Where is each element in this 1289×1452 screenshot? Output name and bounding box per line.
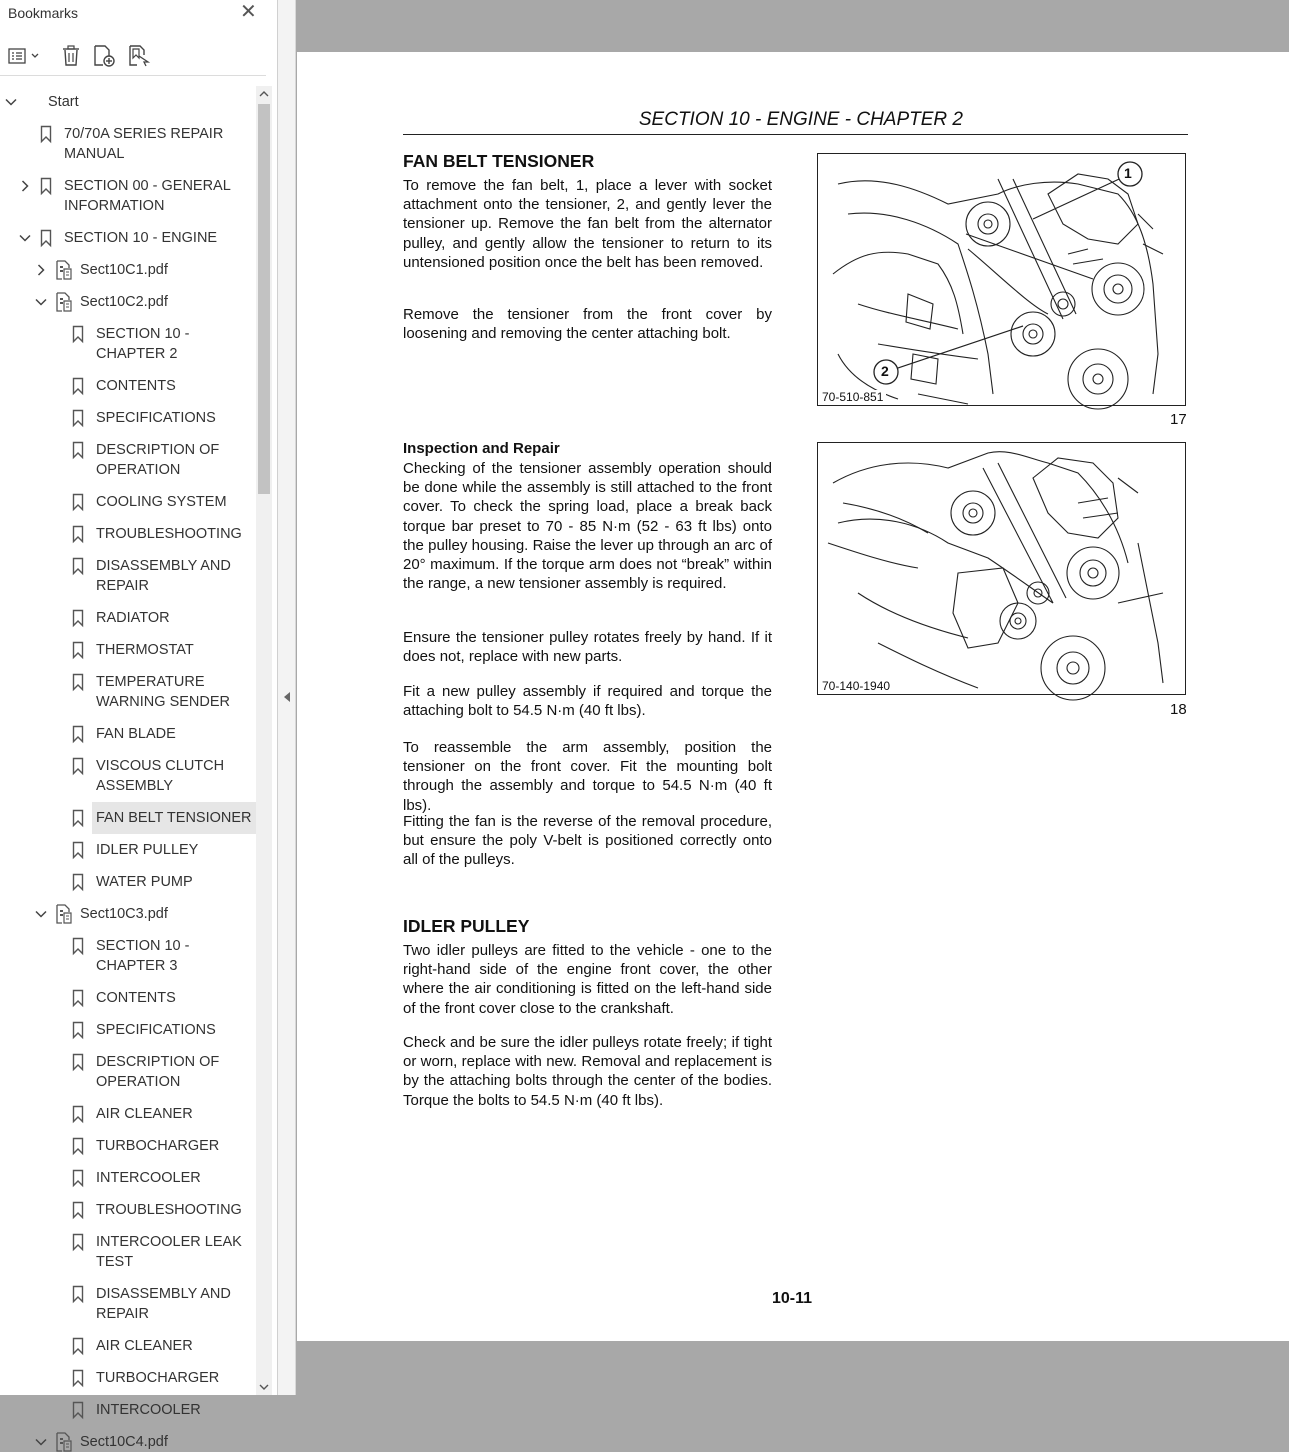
bookmark-icon bbox=[70, 608, 86, 628]
bookmark-icon bbox=[70, 1368, 86, 1388]
bookmark-item[interactable] bbox=[0, 840, 256, 860]
bookmark-icon bbox=[70, 1232, 86, 1252]
bookmark-icon bbox=[70, 1336, 86, 1356]
bookmark-item[interactable] bbox=[0, 492, 256, 512]
bookmark-label: IDLER PULLEY bbox=[96, 842, 199, 858]
bookmark-label: RADIATOR bbox=[96, 610, 170, 626]
idler-pulley-heading: IDLER PULLEY bbox=[403, 916, 530, 936]
bookmark-label: CONTENTS bbox=[96, 378, 176, 394]
callout-2: 2 bbox=[881, 363, 889, 379]
bookmark-label: CONTENTS bbox=[96, 990, 176, 1006]
bookmark-item[interactable] bbox=[0, 1136, 256, 1156]
bookmark-icon bbox=[70, 672, 86, 692]
bookmark-icon bbox=[70, 408, 86, 428]
scroll-down-icon[interactable] bbox=[256, 1379, 272, 1395]
close-icon[interactable]: ✕ bbox=[240, 1, 257, 23]
bookmark-item[interactable] bbox=[0, 524, 256, 544]
bookmark-label: INTERCOOLER bbox=[96, 1402, 201, 1418]
bookmark-icon bbox=[70, 524, 86, 544]
bookmark-label: Sect10C3.pdf bbox=[80, 906, 168, 922]
bookmark-label: AIR CLEANER bbox=[96, 1106, 193, 1122]
bookmark-item[interactable] bbox=[0, 904, 256, 924]
bookmark-item[interactable] bbox=[0, 640, 256, 660]
chevron-down-icon[interactable] bbox=[18, 228, 32, 248]
section-header-text: SECTION 10 - ENGINE - CHAPTER 2 bbox=[638, 109, 963, 130]
bookmark-label: SECTION 00 - GENERAL INFORMATION bbox=[64, 178, 231, 214]
bookmark-label: Sect10C4.pdf bbox=[80, 1434, 168, 1450]
bookmark-label: Start bbox=[48, 94, 79, 110]
bookmark-item[interactable] bbox=[0, 260, 256, 280]
collapse-panel-icon[interactable] bbox=[282, 690, 292, 704]
bookmarks-scrollbar[interactable] bbox=[256, 86, 272, 1395]
bookmark-item[interactable] bbox=[0, 228, 256, 248]
pdf-file-icon bbox=[56, 292, 72, 312]
bookmark-icon bbox=[70, 1400, 86, 1420]
bookmark-item[interactable] bbox=[0, 936, 256, 976]
bookmark-label: Sect10C2.pdf bbox=[80, 294, 168, 310]
bookmark-icon bbox=[70, 840, 86, 860]
bookmark-item[interactable] bbox=[0, 872, 256, 892]
bookmark-icon bbox=[70, 1020, 86, 1040]
bookmark-item[interactable] bbox=[0, 408, 256, 428]
bookmark-item[interactable] bbox=[0, 1052, 256, 1092]
inspection-paragraph-5: Fitting the fan is the reverse of the removal procedure, but ensure the poly V-belt is positioned correctly onto all of the pulleys. bbox=[403, 813, 772, 869]
bookmark-icon bbox=[70, 808, 86, 828]
bookmark-item[interactable] bbox=[0, 1284, 256, 1324]
bookmark-icon bbox=[38, 228, 54, 248]
bookmark-item[interactable] bbox=[0, 756, 256, 796]
bookmark-item[interactable] bbox=[0, 124, 256, 164]
bookmark-item[interactable] bbox=[0, 176, 256, 216]
chevron-down-icon[interactable] bbox=[4, 92, 18, 112]
bookmark-icon bbox=[70, 1168, 86, 1188]
chevron-right-icon[interactable] bbox=[18, 176, 32, 196]
bookmark-item[interactable] bbox=[0, 1400, 256, 1420]
bookmark-label: TURBOCHARGER bbox=[96, 1138, 220, 1154]
bookmark-label: DISASSEMBLY AND REPAIR bbox=[96, 1286, 231, 1322]
bookmark-label: COOLING SYSTEM bbox=[96, 494, 227, 510]
figure-18-code: 70-140-1940 bbox=[822, 679, 893, 693]
bookmark-item[interactable] bbox=[0, 1168, 256, 1188]
fan-belt-paragraph-1: To remove the fan belt, 1, place a lever with socket attachment onto the tensioner, 2, and gently lever the tensioner up. Remove the fan belt from the alternator pulley, and gently allow the tensioner to return to its untensioned position once the belt has been removed. bbox=[403, 177, 772, 271]
bookmark-item[interactable] bbox=[0, 808, 256, 828]
chevron-down-icon[interactable] bbox=[34, 292, 48, 312]
bookmark-label: TEMPERATURE WARNING SENDER bbox=[96, 674, 230, 710]
inspection-heading: Inspection and Repair bbox=[403, 440, 560, 457]
bookmark-label: THERMOSTAT bbox=[96, 642, 194, 658]
bookmark-icon bbox=[70, 376, 86, 396]
idler-paragraph-1: Two idler pulleys are fitted to the vehicle - one to the right-hand side of the engine front cover, the other where the air conditioning is fitted on the left-hand side of the front cover close to the crankshaft. bbox=[403, 942, 772, 1017]
chevron-down-icon[interactable] bbox=[34, 904, 48, 924]
section-header bbox=[403, 109, 1188, 135]
bookmark-label: SECTION 10 - CHAPTER 2 bbox=[96, 326, 190, 362]
bookmark-tree bbox=[0, 86, 256, 1450]
figure-18-engine-illustration bbox=[817, 442, 1186, 695]
figure-18-number: 18 bbox=[1170, 701, 1187, 718]
bookmark-item[interactable] bbox=[0, 92, 256, 112]
bookmark-item[interactable] bbox=[0, 1020, 256, 1040]
bookmark-label: DESCRIPTION OF OPERATION bbox=[96, 442, 220, 478]
bookmark-icon bbox=[70, 492, 86, 512]
chevron-down-icon[interactable] bbox=[34, 1432, 48, 1452]
bookmark-item[interactable] bbox=[0, 292, 256, 312]
pdf-file-icon bbox=[56, 260, 72, 280]
inspection-paragraph-3: Fit a new pulley assembly if required and torque the attaching bolt to 54.5 N·m (40 ft lbs). bbox=[403, 683, 772, 720]
bookmarks-header bbox=[0, 0, 278, 28]
bookmark-label: VISCOUS CLUTCH ASSEMBLY bbox=[96, 758, 225, 794]
bookmark-label: FAN BELT TENSIONER bbox=[96, 810, 252, 826]
bookmark-icon bbox=[70, 324, 86, 344]
page-number: 10-11 bbox=[772, 1290, 813, 1307]
chevron-right-icon[interactable] bbox=[34, 260, 48, 280]
pdf-file-icon bbox=[56, 904, 72, 924]
bookmark-item[interactable] bbox=[0, 724, 256, 744]
figure-17-code: 70-510-851 bbox=[822, 390, 886, 404]
idler-paragraph-2: Check and be sure the idler pulleys rotate freely; if tight or worn, replace with new. Removal and replacement is by the attaching bolts through the center of the bodies. Torque the bolts to 54.5 N·m (40 ft lbs). bbox=[403, 1034, 772, 1109]
bookmark-icon bbox=[70, 556, 86, 576]
bookmark-label: SPECIFICATIONS bbox=[96, 410, 216, 426]
bookmark-label: INTERCOOLER bbox=[96, 1170, 201, 1186]
bookmark-icon bbox=[70, 724, 86, 744]
bookmark-icon bbox=[38, 176, 54, 196]
bookmark-label: DISASSEMBLY AND REPAIR bbox=[96, 558, 231, 594]
bookmark-label: SECTION 10 - ENGINE bbox=[64, 230, 218, 246]
options-menu-icon[interactable] bbox=[6, 44, 42, 68]
bookmark-label: Sect10C1.pdf bbox=[80, 262, 168, 278]
fan-belt-paragraph-2: Remove the tensioner from the front cover by loosening and removing the center attaching bolt. bbox=[403, 306, 772, 343]
bookmark-item[interactable] bbox=[0, 1200, 256, 1220]
bookmark-icon bbox=[70, 872, 86, 892]
bookmarks-title: Bookmarks bbox=[8, 5, 79, 21]
bookmark-item[interactable] bbox=[0, 1104, 256, 1124]
bookmark-item[interactable] bbox=[0, 440, 256, 480]
bookmark-item[interactable] bbox=[0, 1232, 256, 1272]
bookmark-item[interactable] bbox=[0, 608, 256, 628]
fan-belt-heading: FAN BELT TENSIONER bbox=[403, 151, 595, 171]
bookmark-icon bbox=[70, 936, 86, 956]
bookmark-icon bbox=[70, 756, 86, 776]
bookmark-icon bbox=[70, 640, 86, 660]
bookmark-icon bbox=[70, 1104, 86, 1124]
bookmark-label: 70/70A SERIES REPAIR MANUAL bbox=[64, 126, 224, 162]
bookmarks-toolbar bbox=[0, 36, 266, 76]
bookmark-icon bbox=[70, 440, 86, 460]
bookmark-label: TURBOCHARGER bbox=[96, 1370, 220, 1386]
inspection-paragraph-2: Ensure the tensioner pulley rotates freely by hand. If it does not, replace with new parts. bbox=[403, 629, 772, 666]
bookmark-label: SECTION 10 - CHAPTER 3 bbox=[96, 938, 190, 974]
bookmark-label: DESCRIPTION OF OPERATION bbox=[96, 1054, 220, 1090]
bookmark-item[interactable] bbox=[0, 1432, 256, 1452]
bookmark-item[interactable] bbox=[0, 672, 256, 712]
find-bookmark-icon[interactable] bbox=[126, 44, 152, 68]
bookmarks-panel bbox=[0, 0, 278, 1450]
bookmark-icon bbox=[70, 1200, 86, 1220]
bookmark-item[interactable] bbox=[0, 1336, 256, 1356]
bookmark-item[interactable] bbox=[0, 988, 256, 1008]
bookmark-icon bbox=[70, 1136, 86, 1156]
scrollbar-thumb[interactable] bbox=[258, 104, 270, 494]
bookmark-label: TROUBLESHOOTING bbox=[96, 1202, 242, 1218]
inspection-paragraph-1: Checking of the tensioner assembly operation should be done while the assembly is still attached to the front cover. To check the spring load, place a break back torque bar preset to 70 - 85 N·m (52 - 63 ft lbs) onto the pulley housing. Raise the lever up through an arc of 20° maximum. If the torque arm does not “break” within the range, a new tensioner assembly is required. bbox=[403, 460, 772, 593]
bookmark-icon bbox=[70, 1052, 86, 1072]
document-page bbox=[297, 52, 1289, 1341]
inspection-paragraph-4: To reassemble the arm assembly, position the tensioner on the front cover. Fit the mounting bolt through the assembly and torque to 54.5 N·m (40 ft lbs). bbox=[403, 739, 772, 814]
bookmark-icon bbox=[38, 124, 54, 144]
bookmark-icon bbox=[70, 1284, 86, 1304]
bookmark-icon bbox=[70, 988, 86, 1008]
bookmark-item[interactable] bbox=[0, 376, 256, 396]
figure-17-number: 17 bbox=[1170, 411, 1187, 428]
scroll-up-icon[interactable] bbox=[256, 86, 272, 102]
bookmark-label: WATER PUMP bbox=[96, 874, 193, 890]
bookmark-item[interactable] bbox=[0, 324, 256, 364]
callout-1: 1 bbox=[1124, 165, 1132, 181]
bookmark-label: AIR CLEANER bbox=[96, 1338, 193, 1354]
bookmark-label: TROUBLESHOOTING bbox=[96, 526, 242, 542]
bookmark-item[interactable] bbox=[0, 556, 256, 596]
bookmark-label: SPECIFICATIONS bbox=[96, 1022, 216, 1038]
panel-splitter[interactable] bbox=[278, 0, 296, 1395]
bookmark-label: FAN BLADE bbox=[96, 726, 176, 742]
figure-17-engine-illustration bbox=[817, 153, 1186, 406]
bookmark-item[interactable] bbox=[0, 1368, 256, 1388]
delete-bookmark-icon[interactable] bbox=[58, 44, 84, 68]
bookmark-label: INTERCOOLER LEAK TEST bbox=[96, 1234, 242, 1270]
pdf-file-icon bbox=[56, 1432, 72, 1452]
new-bookmark-icon[interactable] bbox=[91, 44, 117, 68]
